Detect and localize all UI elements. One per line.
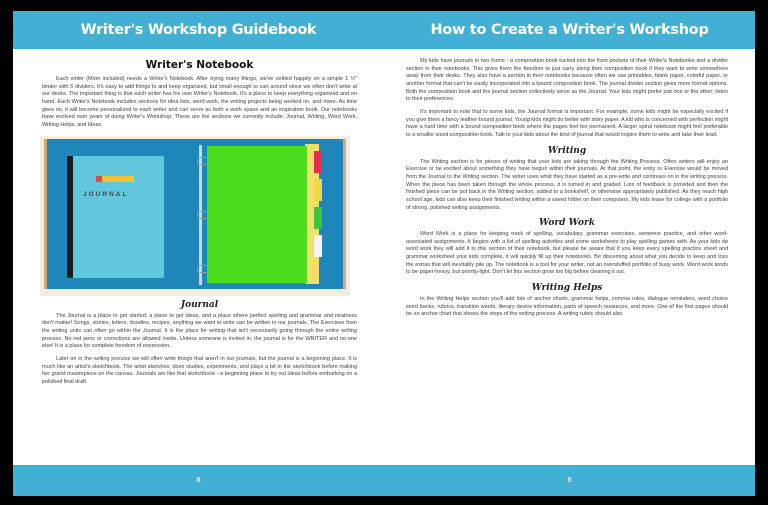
- writing-heading: Writing: [547, 145, 587, 156]
- section-title-writers-notebook: Writer's Notebook: [145, 59, 254, 71]
- right-header-title: How to Create a Writer's Workshop: [430, 22, 709, 38]
- left-page-content: [13, 49, 384, 387]
- page-number: 8: [196, 477, 201, 484]
- green-paper: [207, 146, 307, 283]
- journal-format-paragraph: It's important to note that to some kids, the Journal format is important. For example, some kids might be especially excited if you give them a fancy leather-bound journal. Young kids might do better with story paper. A kid who is concerned with perfection might have a hard time with a bound composition book where the pages feel too permanent. A larger spiral notebook might feel preferable to a smaller sized composition book. Talk to your kids about the kind of journal that would inspire them to write and take their lead.: [406, 108, 728, 138]
- right-page-content: [384, 49, 755, 319]
- intro-paragraph: Each writer (Mom included) needs a Writer's Notebook. After trying many things, we've settled happily on a simple 1 ½" binder with 5 dividers. It's easy to add things to and keep organized, but small enough to cart around since we often don't write at our desks. The important thing is that each writer has his own Writer's Notebook. It's a place to keep everything organized and on hand. Each Writer's Notebook includes sections for idea lists, word work, the writing projects being worked on, and more. As time goes on, it will become personalized to each writer and can serve as both a work space and an inspiration book. Our notebooks have evolved over years of doing Writer's Workshop. These are the sections we currently include: Journal, Writing, Word Work, Writing Helps, and Ideas.: [42, 76, 357, 128]
- writing-helps-paragraph: In the Writing Helps section you'll add lots of anchor charts, grammar helps, comma rules, dialogue reminders, word choice word banks, rubrics, transition words, literary device information, parts of speech resources, and more. One of the first pages should be an anchor chart that shows the steps of the writing process. A writing rubric should also: [406, 296, 728, 318]
- left-page: [13, 11, 384, 496]
- right-page-footer: [384, 465, 755, 496]
- yellow-tab: [314, 179, 322, 201]
- binder-photo: [40, 136, 350, 296]
- green-tab: [314, 207, 322, 229]
- word-work-paragraph: Word Work is a place for keeping track of spelling, vocabulary, grammar exercises, sentence practice, and other word-associated assignments. It begins with a list of spelling activities and some worksheets to play spelling games with. As your kids do word work they will add it to this section of their notebook, but please be aware that if you keep every spelling practice sheet and grammar worksheet your kids complete, it will quickly fill up their notebooks. Be discerning about what you decide to keep and toss the extras that will inevitably pile up. The notebook is a tool for your writer, not an overstuffed portfolio of busy work. Word work tends to be paper-heavy, but priority-light. Don't let this section grow too big before cleaning it out.: [406, 231, 728, 276]
- journal-notebook-image: [67, 156, 164, 278]
- left-page-header: [13, 11, 384, 49]
- journal-paragraph-1: The Journal is a place to get started, a place to get ideas, and a place where perfect spelling and grammar and neatness don't matter! Songs, stories, letters, doodles, recipes, anything we want to write can be written in our journals. The Exercises from the writing units can often go within the Journal. It is the place for writing that isn't necessarily going through the entire writing process. No red pens or corrections are allowed inside. Unless someone is invited in, the journal is for the WRITER and no one else! It is a place for complete freedom of expression.: [42, 312, 357, 350]
- left-page-footer: [13, 465, 384, 496]
- white-tab: [314, 235, 322, 257]
- journal-label: JOURNAL: [83, 190, 129, 198]
- journal-paragraph-2: Later on in the writing process we will often write things that aren't in our journals, but the journal is a beginning place. It is much like an artist's sketchbook. The artist sketches, does studies, experiments, and plays a bit in the sketchbook before making her grand masterpiece on the canvas. Journals are like that sketchbook - a beginning place to try out ideas before embarking on a polished final draft.: [42, 355, 357, 385]
- page-number: 9: [567, 477, 572, 484]
- journal-heading: Journal: [180, 299, 219, 310]
- word-work-heading: Word Work: [539, 218, 595, 229]
- journal-forms-paragraph: My kids have journals in two forms - a composition book tucked into the front pockets of their Writer's Notebooks and a divider section in their notebooks. This gives them the freedom to just carry along their composition book if they want to write somewhere away from their desks. They also have a section in their notebooks because often we use printables, blank paper, colorful paper, or another format that can't be easily incorporated into a bound composition book. The journal divider section gives more format options. Both the composition book and the journal section collectively serve as the Journal. Your kids might prefer just one or the other; listen to their preferences.: [406, 58, 728, 103]
- writing-helps-heading: Writing Helps: [531, 283, 603, 294]
- red-tab: [314, 151, 322, 173]
- right-page: [384, 11, 755, 496]
- right-page-header: [384, 11, 755, 49]
- writing-paragraph: The Writing section is for pieces of writing that your kids are taking through the Writing Process. Often writers will enjoy an Exercise or be excited about something they have begun within their journals. At that point, the entry or Exercise would be moved from the Journal to the Writing section. The writer uses what they have started as a pre-write and continues on in the writing process. When the piece has been taken through the whole process, it is turned in and graded. Lots of feedback is provided and then the finished piece can be put back in the Writing section, added to a bookshelf, or otherwise appropriately published. As they reach high school age, kids can also keep their finished writing within a saved folder on their computers. My kids leave for college with a portfolio of strong, polished writing assignments.: [406, 158, 728, 211]
- left-header-title: Writer's Workshop Guidebook: [80, 22, 317, 38]
- pencil-icon: [96, 176, 134, 182]
- binder-image: [44, 139, 346, 289]
